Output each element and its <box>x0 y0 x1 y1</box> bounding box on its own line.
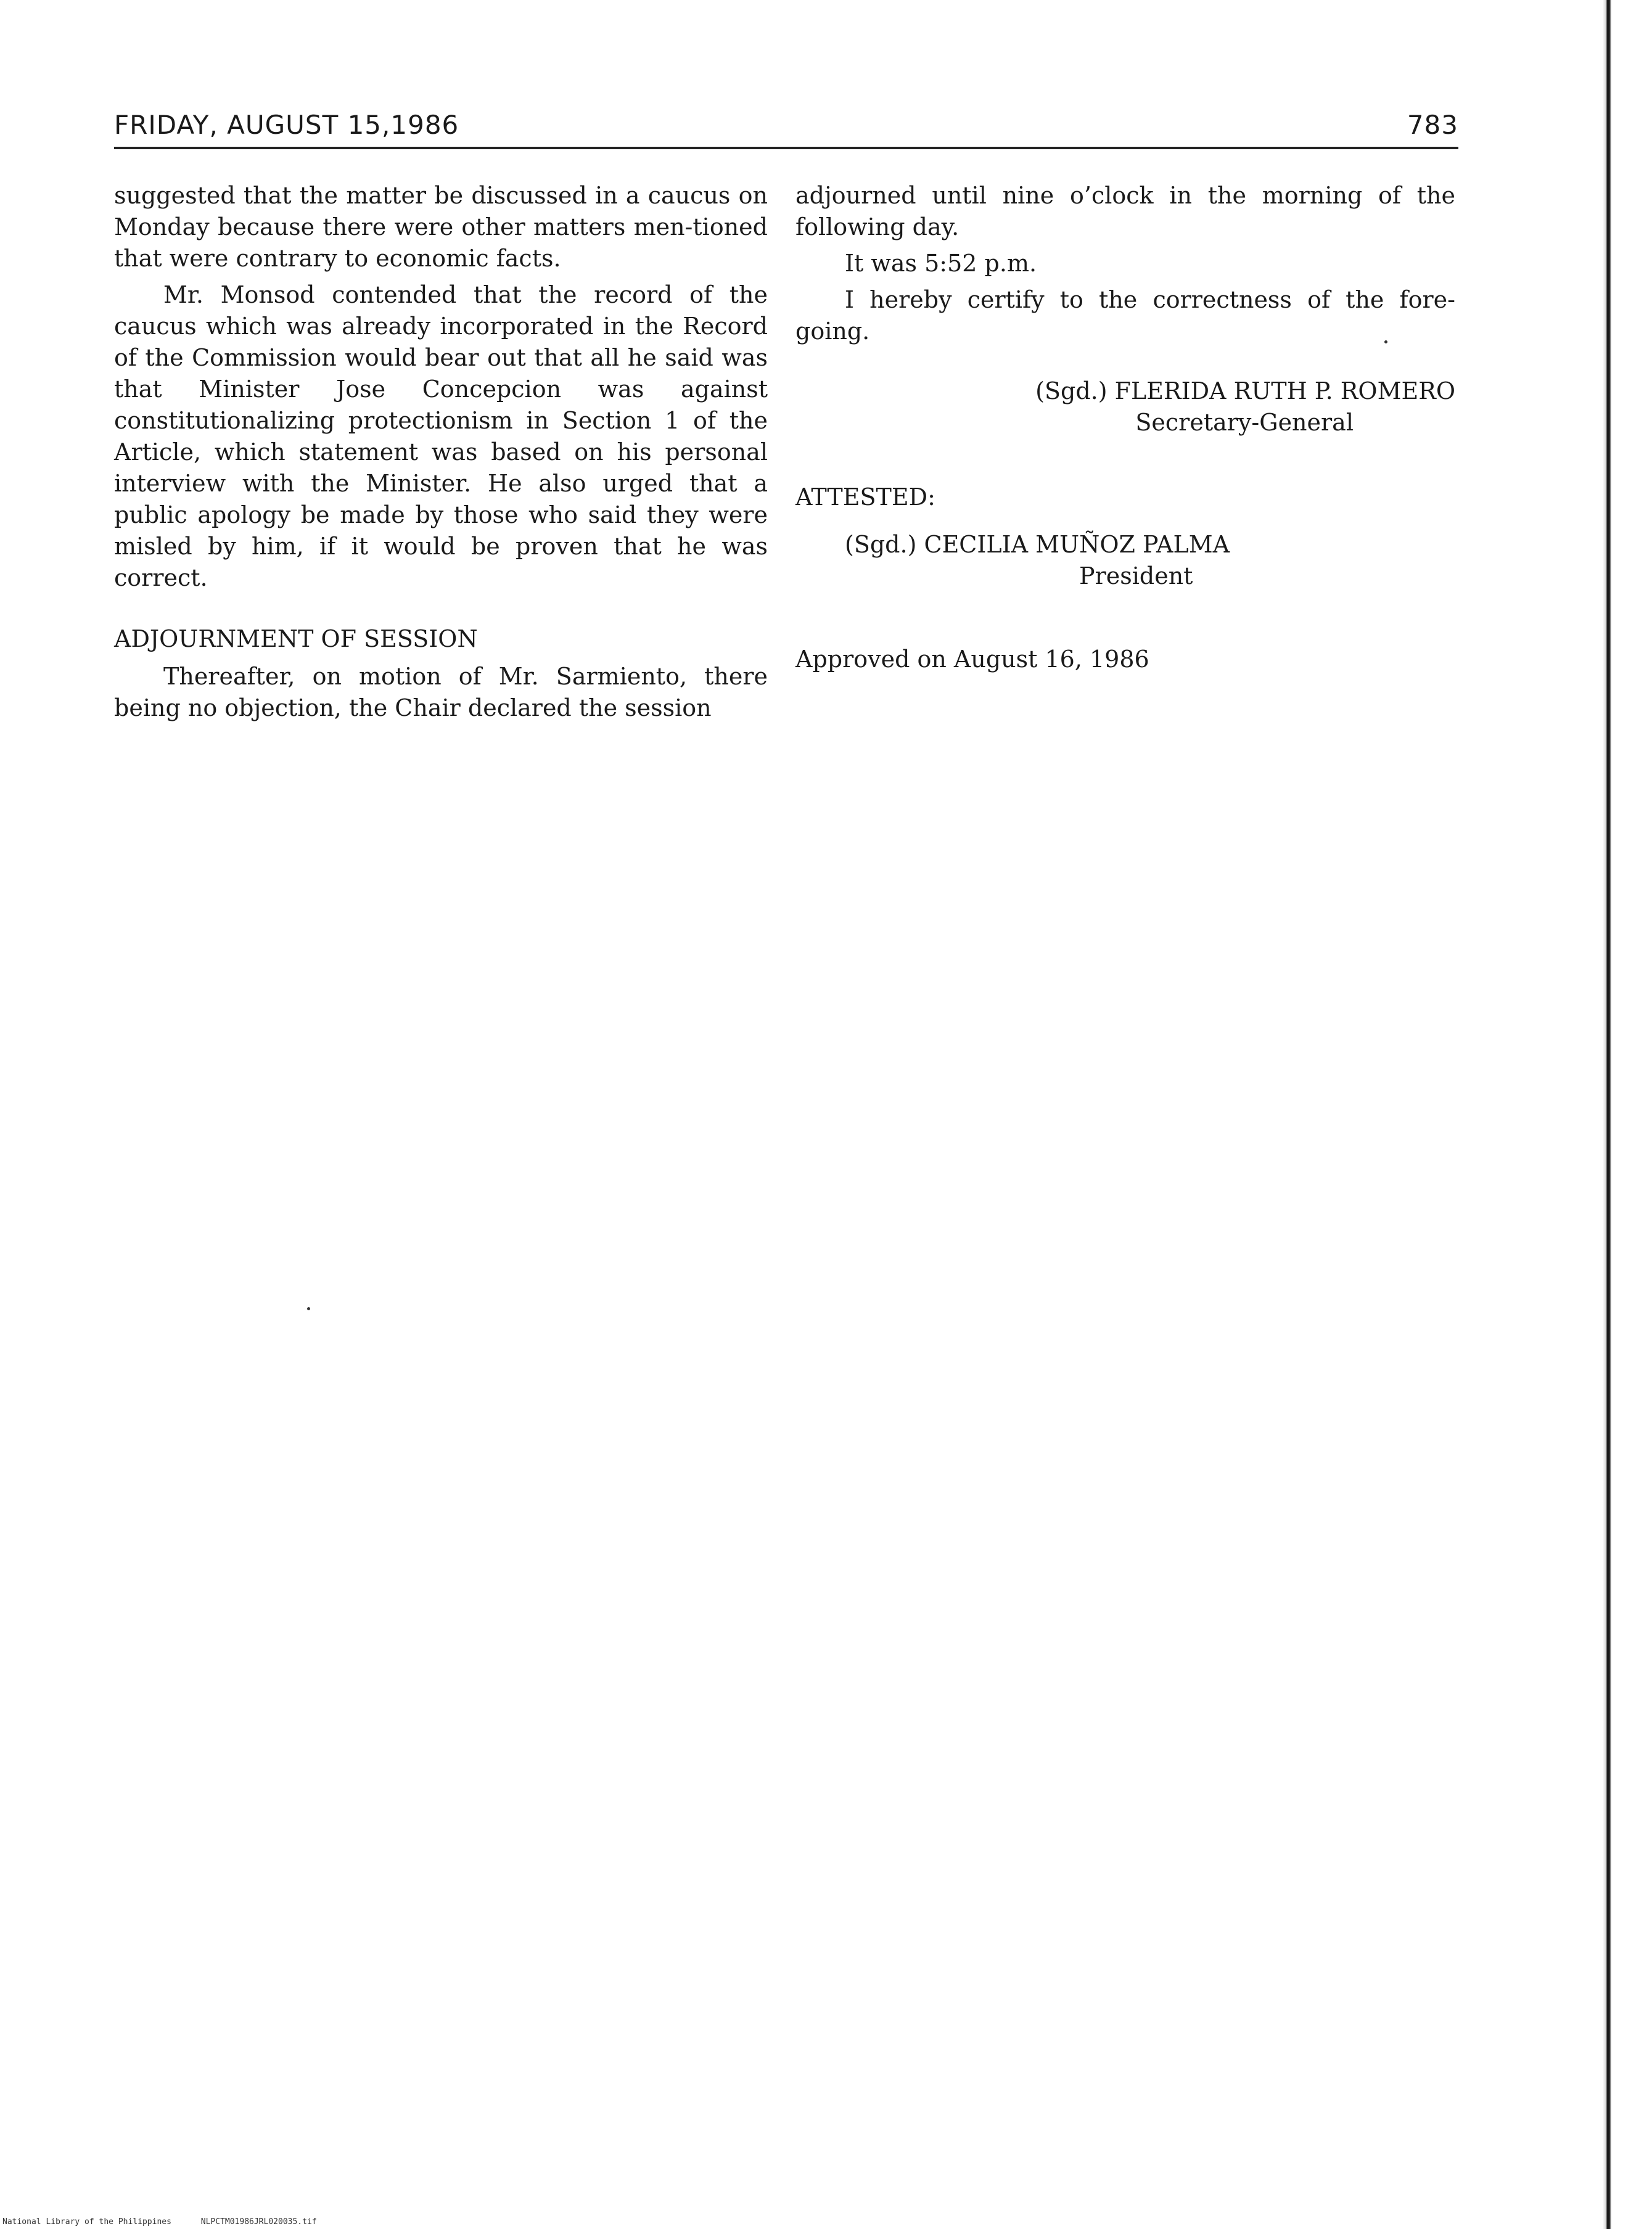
attested-label: ATTESTED: <box>795 483 935 511</box>
right-paragraph-3: I hereby certify to the correctness of the fore-going. <box>795 286 1455 345</box>
left-paragraph-1: suggested that the matter be discussed in a caucus on Monday because there were other matters men-tioned that were contrary to economic facts. <box>114 182 768 272</box>
right-column <box>795 180 1455 675</box>
approval-line: Approved on August 16, 1986 <box>795 646 1149 673</box>
page-number: 783 <box>1407 110 1458 140</box>
attester-title: President <box>1079 562 1193 589</box>
scan-speck <box>1384 340 1387 343</box>
left-paragraph-3: Thereafter, on motion of Mr. Sarmiento, there being no objection, the Chair declared the session <box>114 663 768 721</box>
left-column <box>114 180 768 724</box>
scan-page-edge <box>1603 0 1611 2229</box>
president-signature-block <box>795 529 1455 592</box>
scan-file: NLPCTM01986JRL020035.tif <box>200 2217 317 2227</box>
running-head <box>114 110 1458 149</box>
header-date: FRIDAY, AUGUST 15,1986 <box>114 110 459 140</box>
signatory-name: (Sgd.) FLERIDA RUTH P. ROMERO <box>1035 377 1455 404</box>
left-paragraph-2: Mr. Monsod contended that the record of the caucus which was already incorporated in the Record of the Commission would bear out that all he said was that Minister Jose Concepcion was against constitutionalizing protectionism in Section 1 of the Article, which statement was based on his personal interview with the Minister. He also urged that a public apology be made by those who said they were misled by him, if it would be proven that he was correct. <box>114 281 768 591</box>
right-paragraph-2: It was 5:52 p.m. <box>845 250 1037 277</box>
scan-source: National Library of the Philippines <box>2 2217 171 2227</box>
scan-speck <box>307 1307 310 1310</box>
secretary-signature-block <box>795 376 1455 438</box>
section-heading: ADJOURNMENT OF SESSION <box>114 625 478 652</box>
scan-footer <box>2 2217 342 2227</box>
attester-name: (Sgd.) CECILIA MUÑOZ PALMA <box>845 531 1230 558</box>
signatory-title: Secretary-General <box>1135 409 1354 436</box>
right-paragraph-1: adjourned until nine o’clock in the morning of the following day. <box>795 182 1455 240</box>
